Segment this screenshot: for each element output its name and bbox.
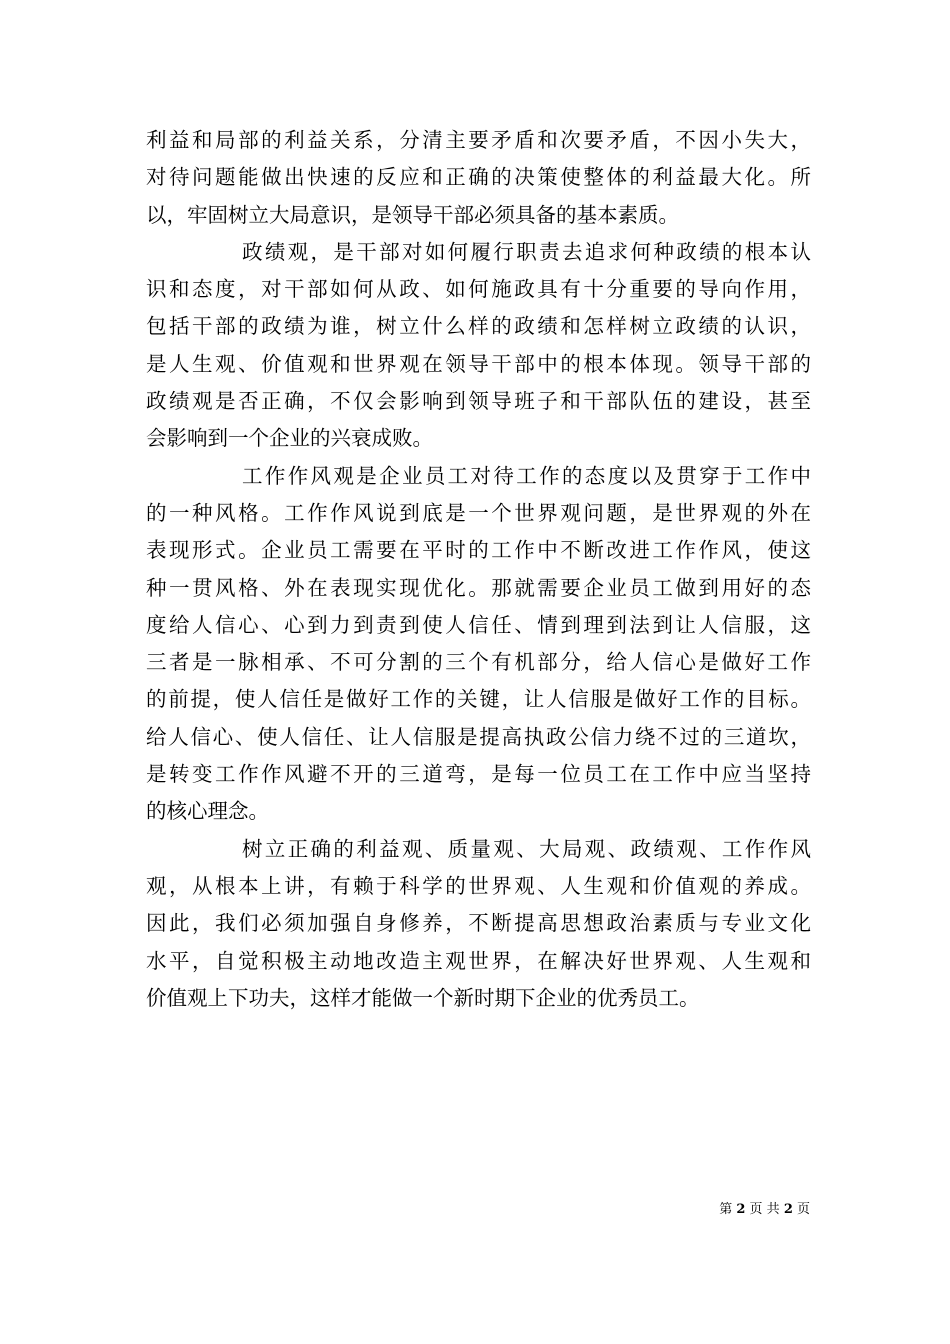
page-footer (700, 1200, 810, 1220)
text-line: 政绩观，是干部对如何履行职责去追求何种政绩的根本认 (242, 239, 811, 264)
text-line: 会影响到一个企业的兴衰成败。 (146, 426, 433, 451)
paragraph-3 (146, 458, 811, 831)
footer-middle: 页 共 (745, 1202, 784, 1217)
text-line: 水平，自觉积极主动地改造主观世界，在解决好世界观、人生观和 (146, 948, 811, 973)
text-line: 表现形式。企业员工需要在平时的工作中不断改进工作作风，使这 (146, 538, 811, 563)
text-line: 包括干部的政绩为谁，树立什么样的政绩和怎样树立政绩的认识， (146, 314, 811, 339)
document-body (146, 122, 811, 1017)
footer-suffix: 页 (792, 1202, 810, 1217)
paragraph-1 (146, 122, 811, 234)
text-line: 工作作风观是企业员工对待工作的态度以及贯穿于工作中 (242, 463, 811, 488)
total-page-number: 2 (783, 1202, 793, 1217)
text-line: 的前提，使人信任是做好工作的关键，让人信服是做好工作的目标。 (146, 687, 811, 712)
text-line: 给人信心、使人信任、让人信服是提高执政公信力绕不过的三道坎， (146, 724, 811, 749)
current-page-number: 2 (736, 1202, 746, 1217)
text-line: 种一贯风格、外在表现实现优化。那就需要企业员工做到用好的态 (146, 575, 811, 600)
text-line: 利益和局部的利益关系，分清主要矛盾和次要矛盾，不因小失大， (146, 128, 811, 152)
text-line: 三者是一脉相承、不可分割的三个有机部分，给人信心是做好工作 (146, 650, 811, 675)
paragraph-4 (146, 831, 811, 1017)
text-line: 观，从根本上讲，有赖于科学的世界观、人生观和价值观的养成。 (146, 873, 811, 898)
text-line: 因此，我们必须加强自身修养，不断提高思想政治素质与专业文化 (146, 911, 811, 936)
text-line: 度给人信心、心到力到责到使人信任、情到理到法到让人信服，这 (146, 612, 811, 637)
text-line: 以，牢固树立大局意识，是领导干部必须具备的基本素质。 (146, 202, 679, 227)
text-line: 的一种风格。工作作风说到底是一个世界观问题，是世界观的外在 (146, 500, 811, 525)
text-line: 对待问题能做出快速的反应和正确的决策使整体的利益最大化。所 (146, 165, 811, 190)
text-line: 是转变工作作风避不开的三道弯，是每一位员工在工作中应当坚持 (146, 762, 811, 787)
text-line: 识和态度，对干部如何从政、如何施政具有十分重要的导向作用， (146, 277, 811, 302)
text-line: 树立正确的利益观、质量观、大局观、政绩观、工作作风 (242, 836, 811, 861)
paragraph-2 (146, 234, 811, 458)
text-line: 价值观上下功夫，这样才能做一个新时期下企业的优秀员工。 (146, 985, 700, 1010)
text-line: 是人生观、价值观和世界观在领导干部中的根本体现。领导干部的 (146, 351, 811, 376)
text-line: 政绩观是否正确，不仅会影响到领导班子和干部队伍的建设，甚至 (146, 389, 811, 414)
footer-prefix: 第 (719, 1202, 737, 1217)
text-line: 的核心理念。 (146, 799, 269, 824)
